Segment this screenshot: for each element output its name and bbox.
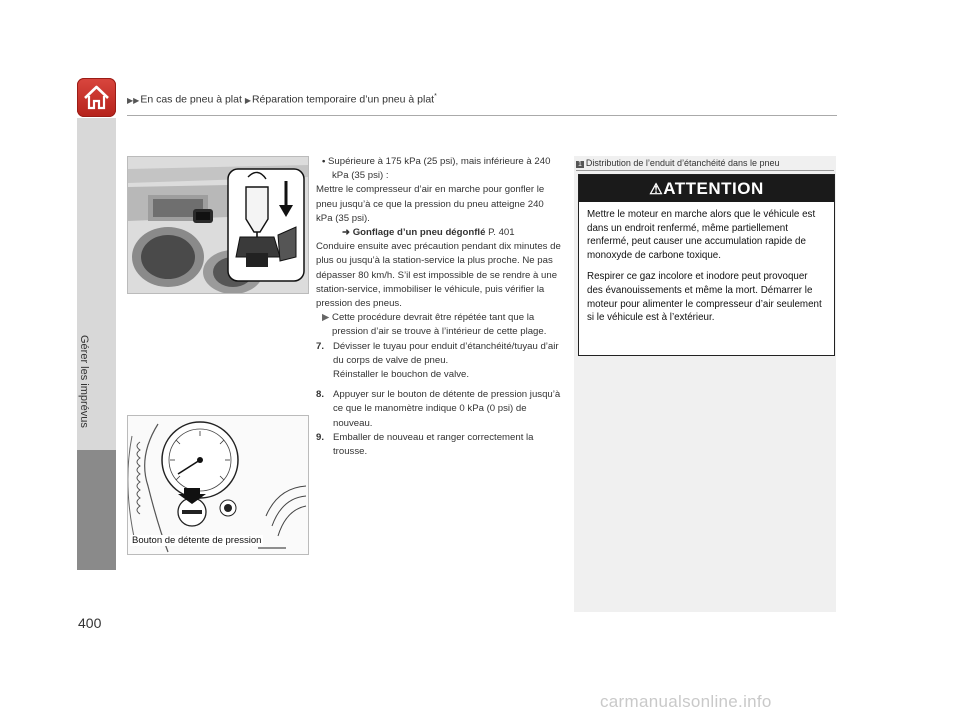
header-rule: [127, 115, 837, 116]
step-number: 7.: [316, 340, 325, 352]
attention-box: [578, 174, 835, 356]
side-note-rule: [576, 170, 834, 171]
breadcrumb-arrow-icon: ▶▶: [127, 95, 140, 105]
attention-text: [579, 202, 834, 325]
attention-paragraph: Respirer ce gaz incolore et inodore peut provoquer des évanouissements et même la mort. Démarrer le moteur pour alimenter le compresseur d’air seulement si le véhicule est à l’extérieur.: [587, 271, 822, 324]
breadcrumb-item[interactable]: En cas de pneu à plat: [140, 93, 242, 106]
step-text: Appuyer sur le bouton de détente de pression jusqu’à ce que le manomètre indique 0 kPa (0 psi) de nouveau.: [333, 389, 561, 429]
note-item: [316, 311, 561, 339]
step-number: 8.: [316, 389, 325, 401]
step-item: [316, 431, 561, 459]
bullet-heading: Supérieure à 175 kPa (25 psi), mais inférieure à 240 kPa (35 psi) :: [328, 156, 551, 182]
step-text: Emballer de nouveau et ranger correctement la trousse.: [333, 431, 534, 458]
home-icon: [83, 84, 110, 111]
reference-title[interactable]: Gonflage d’un pneu dégonflé: [352, 227, 486, 239]
step-item: [316, 388, 561, 431]
breadcrumb-item[interactable]: Réparation temporaire d’un pneu à plat: [251, 93, 435, 106]
compressor-socket-illustration: [127, 156, 309, 294]
note-marker: 1: [578, 161, 582, 168]
instruction-body: [316, 155, 561, 459]
side-tab-label: Gérer les imprévus: [78, 335, 90, 428]
note-arrow-icon: ▶: [322, 312, 333, 324]
cross-reference[interactable]: [316, 226, 561, 240]
pressure-gauge-illustration: [127, 415, 309, 555]
side-tab-marker[interactable]: [77, 450, 116, 570]
bullet-icon: •: [322, 156, 329, 167]
attention-paragraph: Mettre le moteur en marche alors que le véhicule est dans un endroit renfermé, même partiellement renfermé, peut causer une accumulation rapide de monoxyde de carbone toxique.: [587, 209, 816, 261]
breadcrumb-asterisk: *: [434, 93, 437, 100]
paragraph: Mettre le compresseur d’air en marche pour gonfler le pneu jusqu’à ce que la pression du pneu atteigne 240 kPa (35 psi).: [316, 184, 545, 224]
reference-page[interactable]: P. 401: [488, 227, 515, 239]
step-item: [316, 340, 561, 383]
step-number: 9.: [316, 431, 325, 443]
home-button[interactable]: [77, 78, 116, 117]
paragraph: Conduire ensuite avec précaution pendant dix minutes de plus ou jusqu’à la station-service la plus proche. Ne pas dépasser 80 km/h. S’il est impossible de se rendre à une station-service, immobiliser le véhicule, puis vérifier la pression des pneus.: [316, 241, 561, 310]
step-text: Dévisser le tuyau pour enduit d’étanchéité/tuyau d’air du corps de valve de pneu. Réinstaller le bouchon de valve.: [333, 340, 559, 381]
figure-caption: Bouton de détente de pression: [132, 535, 262, 546]
page-number: 400: [78, 615, 102, 631]
bullet-item: [316, 155, 561, 183]
note-text: Cette procédure devrait être répétée tant que la pression d’air se trouve à l’intérieur de cette plage.: [332, 312, 547, 338]
side-note-title: 1 Distribution de l’enduit d’étanchéité dans le pneu: [578, 158, 780, 168]
reference-arrow-icon: ➜: [342, 227, 353, 239]
breadcrumb-arrow-icon: ▶: [244, 95, 251, 105]
watermark: carmanualsonline.info: [600, 692, 772, 711]
warning-triangle-icon: ⚠: [649, 181, 664, 198]
attention-header: ⚠ATTENTION: [579, 175, 834, 202]
breadcrumb: [127, 93, 437, 106]
